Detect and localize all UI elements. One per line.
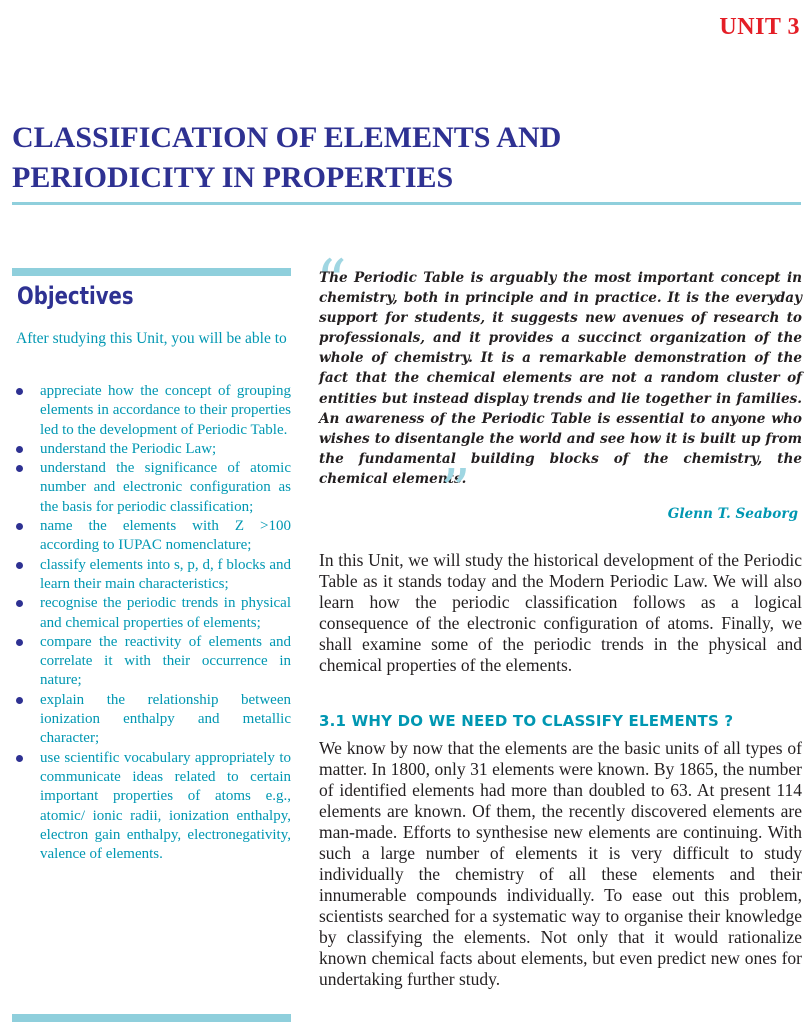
bullet-icon: [16, 639, 23, 646]
bullet-icon: [16, 446, 23, 453]
close-quote-icon: ”: [440, 457, 471, 527]
quote-author: Glenn T. Seaborg: [667, 506, 798, 522]
objectives-bottom-bar: [12, 1014, 291, 1022]
objective-item: recognise the periodic trends in physical and chemical properties of elements;: [14, 594, 291, 633]
objectives-top-bar: [12, 268, 291, 276]
objective-item: name the elements with Z >100 according to IUPAC nomenclature;: [14, 517, 291, 556]
unit-label: UNIT 3: [719, 14, 800, 40]
bullet-icon: [16, 523, 23, 530]
epigraph-quote: The Periodic Table is arguably the most important concept in chemistry, both in principle and in practice. It is the everyday support for students, it suggests new avenues of research to professionals, and it provides a succinct organization of the whole of chemistry. It is a remarkable demonstration of the fact that the chemical elements are not a random cluster of entities but instead display trends and lie together in families. An awareness of the Periodic Table is essential to anyone who wishes to disentangle the world and see how it is built up from the fundamental building blocks of the chemistry, the chemical elements.: [319, 270, 802, 487]
bullet-icon: [16, 562, 23, 569]
section-paragraph: We know by now that the elements are the basic units of all types of matter. In 1800, only 31 elements were known. By 1865, the number of identified elements had more than doubled to 63. At present 114 elements are known. Of them, the recently discovered elements are man-made. Efforts to synthesise new elements are continuing. With such a large number of elements it is very difficult to study individually the chemistry of all these elements and their innumerable compounds individually. To ease out this problem, scientists searched for a systematic way to organise their knowledge by classifying the elements. Not only that it would rationalize known chemical facts about elements, but even predict new ones for undertaking further study.: [319, 738, 802, 989]
objective-item: classify elements into s, p, d, f blocks and learn their main characteristics;: [14, 556, 291, 595]
objective-item: understand the Periodic Law;: [14, 440, 291, 459]
objective-item: understand the significance of atomic number and electronic configuration as the basis for periodic classification;: [14, 459, 291, 517]
objective-item: appreciate how the concept of grouping elements in accordance to their properties led to the development of Periodic Table.: [14, 382, 291, 440]
section-heading: 3.1 WHY DO WE NEED TO CLASSIFY ELEMENTS ?: [319, 712, 734, 730]
bullet-icon: [16, 388, 23, 395]
objective-item: use scientific vocabulary appropriately to communicate ideas related to certain important properties of atoms e.g., atomic/ ionic radii, ionization enthalpy, electron gain enthalpy, electronegativity, valence of elements.: [14, 749, 291, 865]
bullet-icon: [16, 697, 23, 704]
open-quote-icon: “: [316, 247, 347, 317]
bullet-icon: [16, 465, 23, 472]
objective-item: compare the reactivity of elements and correlate it with their occurrence in nature;: [14, 633, 291, 691]
intro-paragraph: In this Unit, we will study the historical development of the Periodic Table as it stands today and the Modern Periodic Law. We will also learn how the periodic classification follows as a logical consequence of the electronic configuration of atoms. Finally, we shall examine some of the periodic trends in the physical and chemical properties of the elements.: [319, 550, 802, 675]
objectives-intro: After studying this Unit, you will be able to: [16, 330, 287, 347]
objective-item: explain the relationship between ionization enthalpy and metallic character;: [14, 691, 291, 749]
title-divider: [12, 202, 801, 205]
chapter-title-line-1: CLASSIFICATION OF ELEMENTS AND: [12, 121, 562, 154]
objectives-list: [14, 382, 291, 864]
bullet-icon: [16, 600, 23, 607]
objectives-heading: Objectives: [17, 282, 134, 310]
bullet-icon: [16, 755, 23, 762]
chapter-title: [12, 118, 712, 198]
chapter-title-line-2: PERIODICITY IN PROPERTIES: [12, 161, 454, 194]
